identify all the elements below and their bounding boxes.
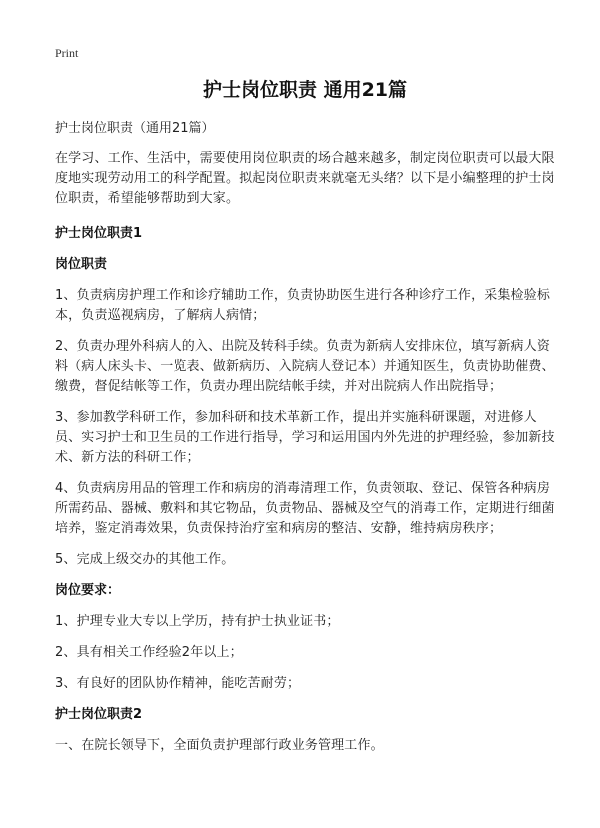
section-2-first-line: 一、在院长领导下，全面负责护理部行政业务管理工作。 bbox=[55, 738, 384, 753]
document-subtitle: 护士岗位职责（通用21篇） bbox=[55, 121, 215, 136]
section-2-heading: 护士岗位职责2 bbox=[55, 707, 143, 722]
duty-item: 1、负责病房护理工作和诊疗辅助工作，负责协助医生进行各种诊疗工作，采集检验标本，负责巡视病房，了解病人病情； bbox=[55, 288, 550, 323]
document-body bbox=[55, 78, 555, 767]
section-1-heading: 护士岗位职责1 bbox=[55, 226, 143, 241]
document-title: 护士岗位职责 通用21篇 bbox=[202, 79, 408, 101]
duty-item: 4、负责病房用品的管理工作和病房的消毒清理工作，负责领取、登记、保管各种病房所需药品、器械、敷料和其它物品，负责物品、器械及空气的消毒工作，定期进行细菌培养，鉴定消毒效果，负责保持治疗室和病房的整洁、安静，维持病房秩序； bbox=[55, 481, 555, 536]
duty-item: 3、参加教学科研工作，参加科研和技术革新工作，提出并实施科研课题，对进修人员、实习护士和卫生员的工作进行指导，学习和运用国内外先进的护理经验，参加新技术、新方法的科研工作； bbox=[55, 410, 555, 465]
duties-heading: 岗位职责 bbox=[55, 257, 108, 272]
requirements-heading: 岗位要求： bbox=[55, 583, 121, 598]
duty-item: 5、完成上级交办的其他工作。 bbox=[55, 552, 235, 567]
requirement-item: 3、有良好的团队协作精神，能吃苦耐劳； bbox=[55, 676, 301, 691]
requirement-item: 2、具有相关工作经验2年以上； bbox=[55, 645, 243, 660]
print-label[interactable]: Print bbox=[55, 46, 79, 60]
requirement-item: 1、护理专业大专以上学历，持有护士执业证书； bbox=[55, 614, 340, 629]
duty-item: 2、负责办理外科病人的入、出院及转科手续。负责为新病人安排床位，填写新病人资料（病人床头卡、一览表、做新病历、入院病人登记本）并通知医生，负责协助催费、缴费，督促结帐等工作，负责办理出院结帐手续，并对出院病人作出院指导； bbox=[55, 339, 555, 394]
intro-paragraph: 在学习、工作、生活中，需要使用岗位职责的场合越来越多，制定岗位职责可以最大限度地实现劳动用工的科学配置。拟起岗位职责来就毫无头绪？以下是小编整理的护士岗位职责，希望能够帮助到大家。 bbox=[55, 151, 555, 206]
